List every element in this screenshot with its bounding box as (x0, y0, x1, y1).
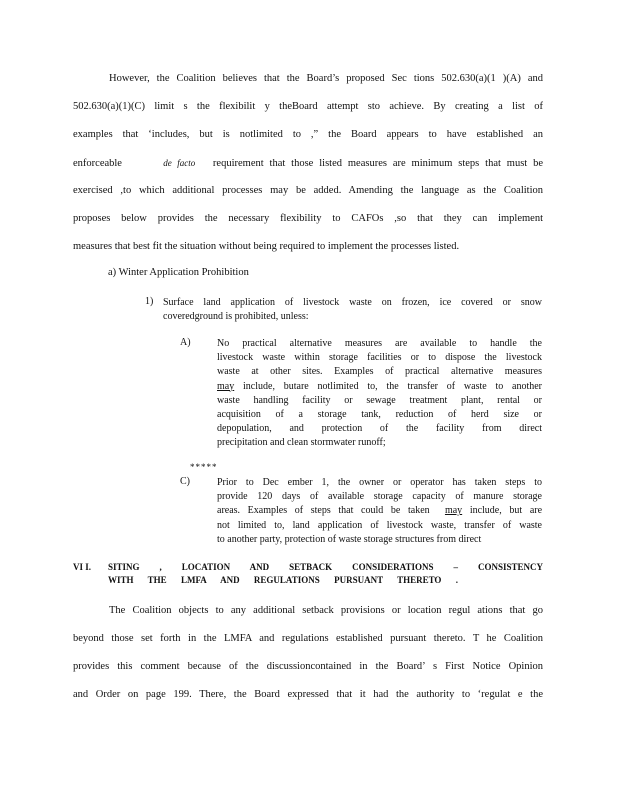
list-item-line: not limited to, land application of livestock waste, transfer of waste (217, 519, 542, 531)
list-item-line: No practical alternative measures are available to handle the (217, 338, 542, 349)
paragraph-line: 502.630(a)(1)(C) limit s the flexibilit y theBoard attempt sto achieve. By creating a list of (73, 101, 543, 112)
paragraph-coalition-flexibility (73, 72, 543, 268)
section-title-line: WITH THE LMFA AND REGULATIONS PURSUANT THERETO . (108, 575, 458, 585)
list-label: C) (180, 476, 190, 487)
list-item-line: coveredground is prohibited, unless: (163, 311, 309, 322)
paragraph-line: beyond those set forth in the LMFA and regulations established pursuant thereto. T he Coalition (73, 633, 543, 644)
omission-marker: ***** (190, 462, 218, 472)
paragraph-coalition-objects (73, 604, 543, 716)
paragraph-line: and Order on page 199. There, the Board expressed that it had the authority to ‘regulat e the (73, 689, 543, 700)
list-item-line: depopulation, and protection of the facility from direct (217, 423, 542, 435)
list-item-line: Prior to Dec ember 1, the owner or operator has taken steps to (217, 477, 542, 488)
paragraph-line-start: enforceable (73, 158, 122, 169)
list-item-line: precipitation and clean stormwater runoff; (217, 437, 386, 449)
paragraph-line: However, the Coalition believes that the Board’s proposed Sec tions 502.630(a)(1 )(A) and (109, 73, 543, 84)
list-item-line: Surface land application of livestock waste on frozen, ice covered or snow (163, 297, 542, 308)
list-item-line (217, 504, 542, 518)
list-item-line-rest: include, but are (469, 505, 543, 517)
section-number: VI I. (73, 562, 92, 572)
underlined-may: may (444, 505, 463, 517)
paragraph-line: proposes below provides the necessary flexibility to CAFOs ,so that they can implement (73, 213, 543, 224)
paragraph-line: exercised ,to which additional processes may be added. Amending the language as the Coalition (73, 185, 543, 196)
list-number: 1) (145, 296, 154, 307)
paragraph-line: examples that ‘includes, but is notlimited to ,” the Board appears to have established an (73, 129, 543, 140)
list-item-line: waste handling facility or sewage treatment plant, rental or (217, 394, 542, 406)
paragraph-line: measures that best fit the situation without being required to implement the processes listed. (73, 241, 460, 252)
list-item-line: livestock waste within storage facilities or to dispose the livestock (217, 352, 542, 364)
list-item-line: provide 120 days of available storage capacity of manure storage (217, 491, 542, 503)
italic-de-facto: de facto (163, 158, 196, 168)
paragraph-line (73, 156, 543, 184)
list-item-line (217, 380, 542, 394)
underlined-may: may (217, 380, 235, 392)
list-item-line: waste at other sites. Examples of practical alternative measures (217, 366, 542, 378)
list-item-line-start: areas. Examples of steps that could be taken (217, 505, 430, 517)
paragraph-line: The Coalition objects to any additional setback provisions or location regul ations that go (109, 605, 543, 616)
list-item-line: to another party, protection of waste storage structures from direct (217, 533, 482, 545)
paragraph-line: provides this comment because of the discussioncontained in the Board’ s First Notice Opinion (73, 661, 543, 672)
list-item-line: acquisition of a storage tank, reduction of herd size or (217, 408, 542, 420)
subsection-heading-winter-application: a) Winter Application Prohibition (108, 267, 249, 278)
section-title-line: SITING , LOCATION AND SETBACK CONSIDERATIONS – CONSISTENCY (108, 562, 543, 572)
list-item-line-rest: include, butare notlimited to, the transfer of waste to another (243, 380, 543, 392)
list-label: A) (180, 337, 191, 348)
paragraph-line-rest: requirement that those listed measures are minimum steps that must be (212, 158, 544, 169)
